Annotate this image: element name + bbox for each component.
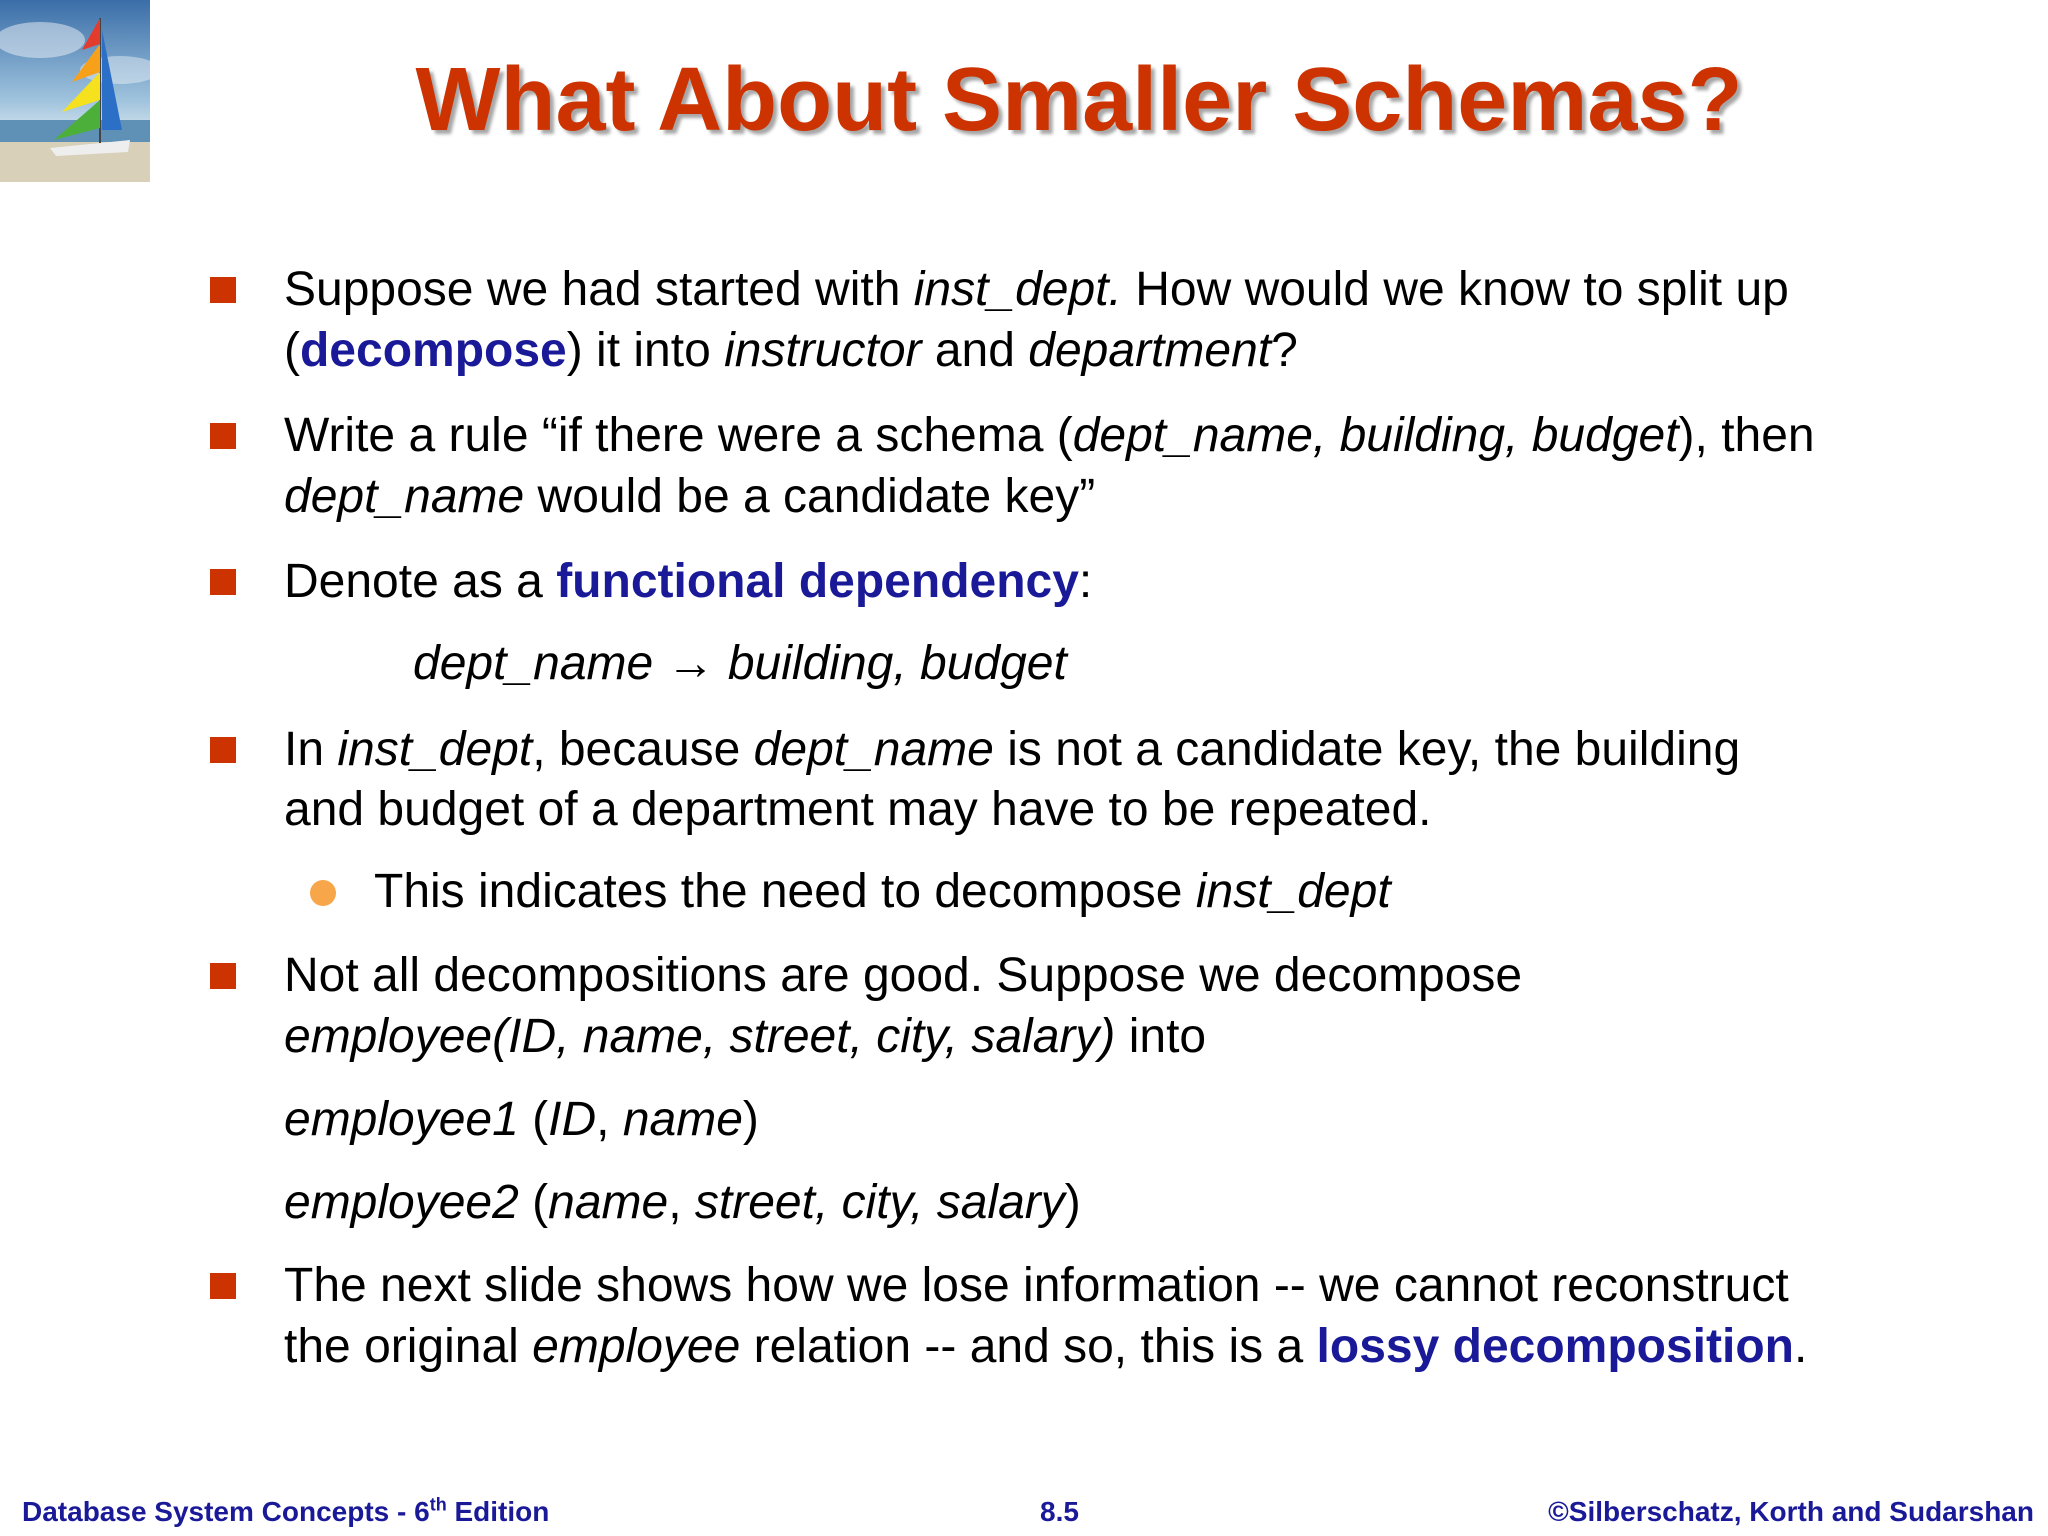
text-span: employee2 xyxy=(284,1176,519,1229)
text-span: ID xyxy=(548,1093,597,1146)
text-span: ) xyxy=(742,1093,759,1146)
footer-copyright: ©Silberschatz, Korth and Sudarshan xyxy=(1548,1496,2034,1527)
text-span: is not a candidate key, the building xyxy=(993,723,1741,776)
term-department: department xyxy=(1028,324,1272,377)
bullet-5-line-1: Not all decompositions are good. Suppose we decompose xyxy=(284,949,1523,1002)
employee2-schema xyxy=(284,1173,1081,1233)
sub-bullet-line xyxy=(374,862,1391,922)
footer-slide-number: 8.5 xyxy=(1040,1496,1079,1527)
bullet-marker xyxy=(210,277,236,303)
text-span: ( xyxy=(284,324,300,377)
bullet-marker xyxy=(210,963,236,989)
text-span: Write a rule “if there were a schema ( xyxy=(284,409,1073,462)
keyword-functional-dependency: functional dependency xyxy=(556,555,1079,608)
text-span: name xyxy=(548,1176,669,1229)
term-dept-name: dept_name xyxy=(284,470,525,523)
text-span: street, city, salary xyxy=(694,1176,1065,1229)
text-span: Suppose we had started with xyxy=(284,263,914,316)
text-span: , xyxy=(596,1093,623,1146)
text-span: Denote as a xyxy=(284,555,557,608)
text-span: name xyxy=(622,1093,743,1146)
keyword-decompose: decompose xyxy=(299,324,567,377)
employee1-schema xyxy=(284,1090,759,1150)
text-span: employee1 xyxy=(284,1093,519,1146)
text-span: ( xyxy=(518,1176,549,1229)
text-span: and xyxy=(921,324,1029,377)
text-span: ), then xyxy=(1678,409,1815,462)
text-span: relation -- and so, this is a xyxy=(740,1320,1317,1373)
bullet-2-line-2 xyxy=(284,467,1095,527)
bullet-6-line-2 xyxy=(284,1317,1807,1377)
term-schema: dept_name, building, budget xyxy=(1072,409,1679,462)
bullet-3-line-1 xyxy=(284,552,1092,612)
text-span: . xyxy=(1793,1320,1808,1373)
page-title: What About Smaller Schemas? xyxy=(415,50,1743,150)
bullet-4-line-1 xyxy=(284,720,1740,780)
bullet-2-line-1 xyxy=(284,406,1815,466)
term-dept-name: dept_name xyxy=(753,723,994,776)
text-span: , xyxy=(668,1176,695,1229)
text-span: This indicates the need to decompose xyxy=(374,865,1196,918)
bullet-marker xyxy=(210,737,236,763)
text-span: into xyxy=(1115,1010,1207,1063)
text-span: ? xyxy=(1271,324,1298,377)
text-span: , because xyxy=(532,723,754,776)
bullet-marker xyxy=(210,569,236,595)
bullet-marker xyxy=(210,1273,236,1299)
text-span: How would we know to split up xyxy=(1121,263,1789,316)
functional-dependency-example: dept_name → building, budget xyxy=(413,637,1067,690)
term-employee-schema: employee(ID, name, street, city, salary) xyxy=(284,1010,1116,1063)
bullet-4-line-2: and budget of a department may have to be repeated. xyxy=(284,783,1432,836)
text-span: ) it into xyxy=(566,324,725,377)
text-span: In xyxy=(284,723,338,776)
text-span: : xyxy=(1078,555,1093,608)
bullet-marker xyxy=(210,423,236,449)
text-span: ) xyxy=(1064,1176,1081,1229)
text-span: th xyxy=(429,1494,447,1515)
text-span: would be a candidate key” xyxy=(524,470,1096,523)
bullet-1-line-2 xyxy=(284,321,1298,381)
text-span: ( xyxy=(518,1093,549,1146)
footer-book-title xyxy=(22,1494,549,1530)
term-employee: employee xyxy=(532,1320,741,1373)
sub-bullet-marker xyxy=(310,880,336,906)
bullet-5-line-2 xyxy=(284,1007,1206,1067)
keyword-lossy-decomposition: lossy decomposition xyxy=(1316,1320,1794,1373)
bullet-1-line-1 xyxy=(284,260,1789,320)
text-span: Edition xyxy=(446,1496,550,1527)
text-span: Database System Concepts - 6 xyxy=(22,1496,430,1527)
term-inst-dept: inst_dept. xyxy=(913,263,1122,316)
term-inst-dept: inst_dept xyxy=(1195,865,1391,918)
term-inst-dept: inst_dept xyxy=(337,723,533,776)
text-span: the original xyxy=(284,1320,533,1373)
term-instructor: instructor xyxy=(724,324,922,377)
bullet-6-line-1: The next slide shows how we lose information -- we cannot reconstruct xyxy=(284,1259,1789,1312)
